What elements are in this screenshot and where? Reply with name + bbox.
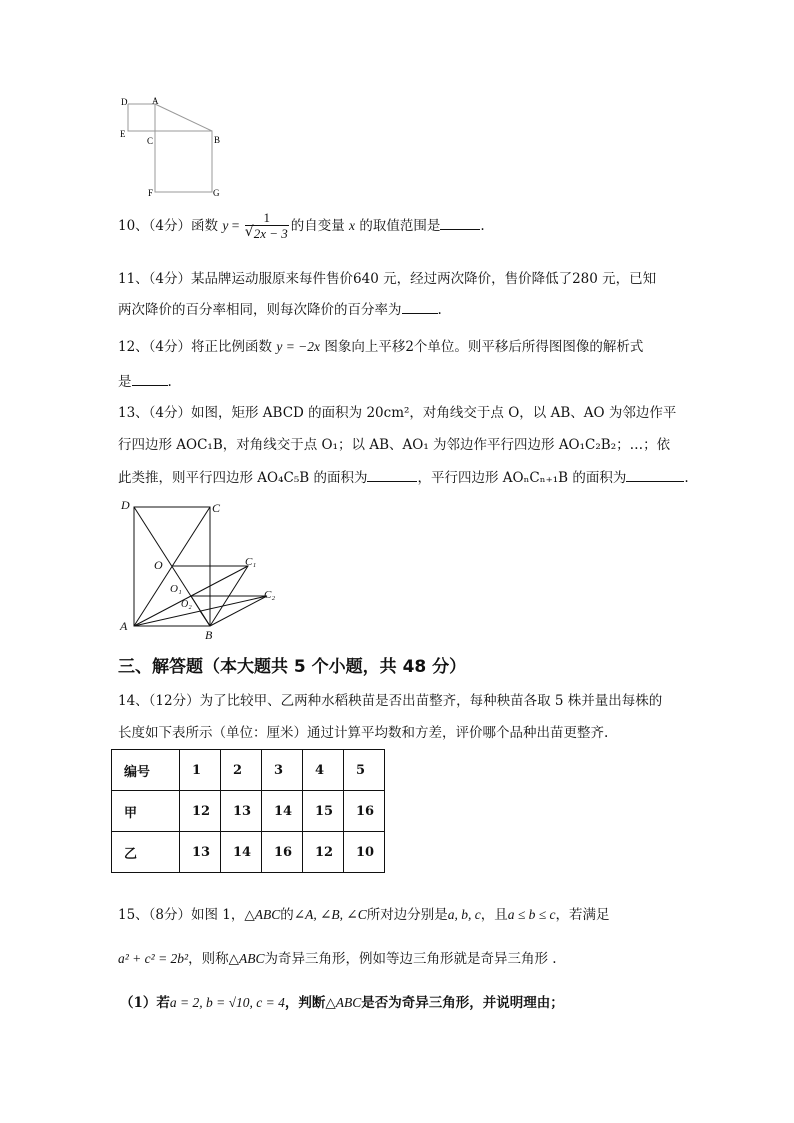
q13-end: . [684, 470, 689, 486]
q13-answer-blank-1[interactable] [367, 467, 417, 482]
q10-answer-blank[interactable] [440, 215, 480, 230]
section-3-heading: 三、解答题（本大题共 5 个小题，共 48 分） [118, 657, 467, 677]
question-13-line-3 [118, 467, 689, 488]
question-11-line-2 [118, 299, 442, 320]
q12-answer-blank[interactable] [132, 371, 168, 386]
question-15-line-1 [118, 905, 610, 925]
q15-sub1-prefix: （1）若 [120, 995, 170, 1011]
q15-text-of: 的 [280, 907, 294, 923]
table-header-row [112, 750, 385, 791]
sqrt-symbol-icon: √ [244, 224, 254, 240]
q15-triangle: △ABC [244, 907, 281, 922]
q13-answer-blank-2[interactable] [626, 467, 684, 482]
q15-text-opposite: 所对边分别是 [366, 907, 448, 923]
q15-text-if: ，若满足 [555, 907, 610, 923]
table-header-cell: 编号 [112, 750, 180, 791]
q10-numerator: 1 [245, 210, 289, 226]
q11-line2-text: 两次降价的百分率相同，则每次降价的百分率为 [118, 302, 402, 318]
fig1-label-f: F [148, 188, 154, 198]
table-row [112, 791, 385, 832]
q12-prefix: 12、（4分）将正比例函数 [118, 339, 273, 355]
q12-suffix: 图象向上平移2个单位。则平移后所得图图像的解析式 [324, 339, 644, 355]
table-cell: 15 [303, 791, 344, 832]
q11-end: . [437, 302, 442, 318]
fig2-label-o1: O₁ [170, 583, 182, 595]
fig2-segment-o2b [200, 611, 210, 626]
q15-equation: a² + c² = 2b² [118, 951, 189, 966]
table-cell: 16 [262, 832, 303, 873]
q12-function: y = −2x [276, 339, 321, 354]
q15-triangle-3: △ABC [325, 995, 362, 1010]
question-15-line-2 [118, 949, 557, 969]
table-cell: 14 [262, 791, 303, 832]
fig1-square-cbgf [155, 131, 212, 192]
fig1-label-c: C [147, 136, 154, 146]
fig1-label-d: D [121, 97, 128, 107]
q10-eq: = [228, 218, 243, 233]
question-12-line-2 [118, 371, 172, 392]
q15-sub1-values: a = 2, b = √10, c = 4 [169, 995, 285, 1010]
table-cell: 12 [180, 791, 221, 832]
fig2-label-d: D [121, 498, 130, 512]
q15-sub1-judge: ，判断 [284, 995, 326, 1011]
q15-text-then: ，则称 [188, 951, 229, 967]
table-cell: 13 [221, 791, 262, 832]
q10-radicand: 2x − 3 [253, 226, 288, 241]
fig1-label-e: E [120, 129, 126, 139]
fig2-label-c2: C₂ [264, 589, 276, 601]
fig2-label-b: B [205, 628, 213, 642]
q10-x: x [349, 218, 356, 233]
fig2-label-o: O [154, 558, 163, 572]
fig1-label-g: G [213, 188, 220, 198]
table-header-cell: 2 [221, 750, 262, 791]
q12-line2-text: 是 [118, 374, 132, 390]
q10-y: y [222, 218, 229, 233]
q15-triangle-2: △ABC [228, 951, 265, 966]
fig1-segment-ab [155, 104, 212, 131]
q10-suffix: 的取值范围是 [359, 218, 441, 234]
fig2-label-a: A [120, 619, 128, 633]
figure-1-squares [115, 92, 225, 200]
q10-fraction [245, 210, 289, 243]
q10-prefix: 10、（4分）函数 [118, 218, 219, 234]
fig2-label-c: C [212, 501, 221, 515]
question-10 [118, 210, 485, 243]
q10-middle: 的自变量 [290, 218, 345, 234]
fig1-label-b: B [214, 135, 221, 145]
q15-sides: a, b, c [447, 907, 481, 922]
table-cell: 12 [303, 832, 344, 873]
q12-end: . [167, 374, 172, 390]
question-13-line-1: 13、（4分）如图，矩形 ABCD 的面积为 20cm²，对角线交于点 O，以 AB、AO 为邻边作平 [118, 405, 677, 421]
fig2-label-o2: O₂ [181, 599, 192, 610]
q15-prefix: 15、（8分）如图 1， [118, 907, 245, 923]
q10-sqrt [245, 226, 289, 243]
table-header-cell: 3 [262, 750, 303, 791]
q15-angles: ∠A, ∠B, ∠C [293, 907, 367, 922]
question-12-line-1 [118, 337, 643, 357]
table-cell: 13 [180, 832, 221, 873]
q15-inequality: a ≤ b ≤ c [507, 907, 556, 922]
q14-seedling-table [111, 749, 385, 873]
table-cell: 甲 [112, 791, 180, 832]
table-cell: 乙 [112, 832, 180, 873]
table-cell: 14 [221, 832, 262, 873]
table-header-cell: 4 [303, 750, 344, 791]
question-13-line-2: 行四边形 AOC₁B，对角线交于点 O₁；以 AB、AO₁ 为邻边作平行四边形 AO₁C₂B₂；…；依 [118, 437, 671, 453]
q13-line3-text-a: 此类推，则平行四边形 AO₄C₅B 的面积为 [118, 470, 368, 486]
table-header-cell: 5 [344, 750, 385, 791]
q11-answer-blank[interactable] [402, 299, 438, 314]
q15-text-and: ，且 [480, 907, 508, 923]
table-cell: 10 [344, 832, 385, 873]
q13-line3-text-b: ，平行四边形 AOₙCₙ₊₁B 的面积为 [417, 470, 627, 486]
table-cell: 16 [344, 791, 385, 832]
q10-end: . [480, 218, 485, 234]
question-14-line-1: 14、（12分）为了比较甲、乙两种水稻秧苗是否出苗整齐，每种秧苗各取 5 株并量出每株的 [118, 693, 663, 709]
table-row [112, 832, 385, 873]
fig1-label-a: A [152, 96, 159, 106]
fig2-label-c1: C₁ [245, 556, 257, 568]
question-14-line-2: 长度如下表所示（单位：厘米）通过计算平均数和方差，评价哪个品种出苗更整齐. [118, 725, 609, 741]
table-header-cell: 1 [180, 750, 221, 791]
q15-definition: 为奇异三角形，例如等边三角形就是奇异三角形 . [264, 951, 557, 967]
fig1-square-adec [128, 104, 155, 131]
question-11-line-1: 11、（4分）某品牌运动服原来每件售价640 元，经过两次降价，售价降低了280 元，已知 [118, 271, 657, 287]
question-15-sub-1 [120, 993, 564, 1013]
q15-sub1-suffix: 是否为奇异三角形，并说明理由； [361, 995, 564, 1011]
figure-2-parallelograms [112, 495, 287, 645]
